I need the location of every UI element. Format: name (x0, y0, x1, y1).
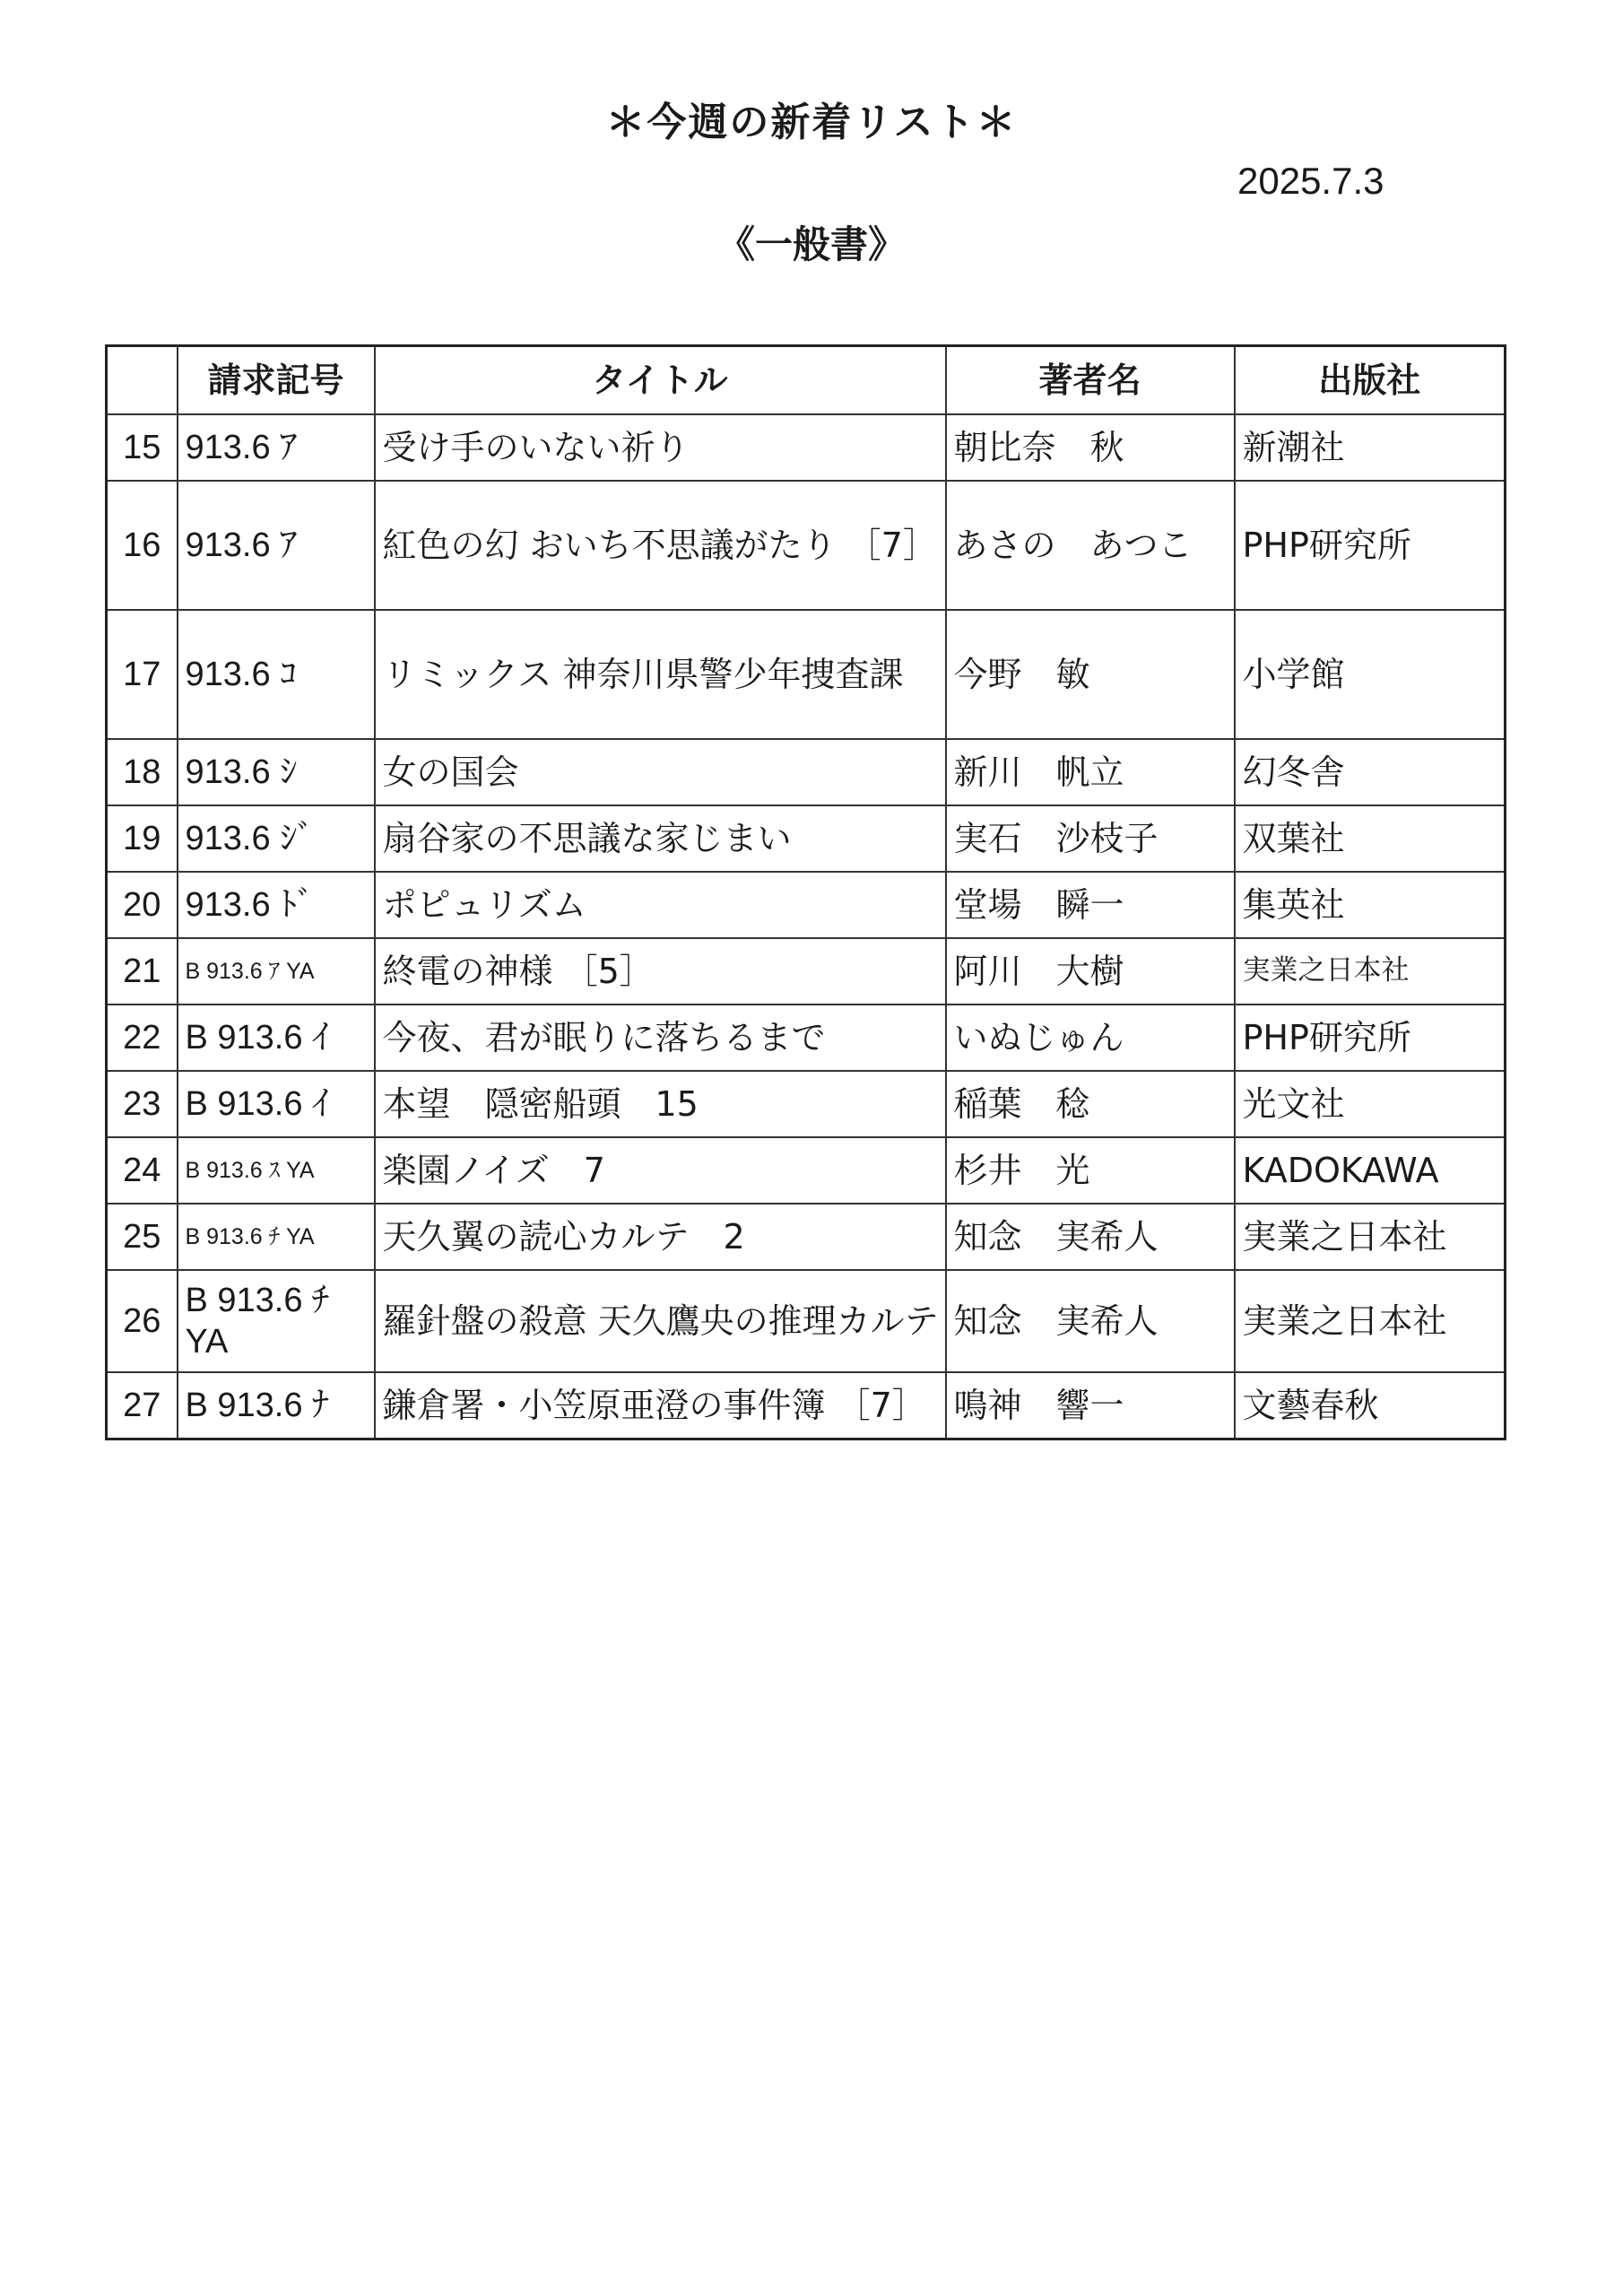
section-heading: 《一般書》 (716, 222, 906, 266)
book-publisher: 実業之日本社 (1235, 1204, 1506, 1270)
call-number: 913.6 ﾄﾞ (178, 872, 375, 938)
table-row (107, 739, 1506, 805)
table-row (107, 1204, 1506, 1270)
book-author: 杉井 光 (946, 1137, 1235, 1204)
list-date: 2025.7.3 (1237, 160, 1384, 202)
book-author: 今野 敏 (946, 610, 1235, 739)
book-publisher: 新潮社 (1235, 414, 1506, 481)
book-title: 楽園ノイズ 7 (375, 1137, 946, 1204)
column-header-publisher: 出版社 (1235, 346, 1506, 415)
table-header-row (107, 346, 1506, 415)
table-row (107, 610, 1506, 739)
row-number: 24 (107, 1137, 178, 1204)
table-row (107, 1071, 1506, 1137)
book-author: 堂場 瞬一 (946, 872, 1235, 938)
call-number: B 913.6 ﾁ YA (178, 1270, 375, 1372)
row-number: 20 (107, 872, 178, 938)
new-arrivals-table (105, 344, 1506, 1440)
table-row (107, 481, 1506, 610)
table-row (107, 1004, 1506, 1071)
book-publisher: 集英社 (1235, 872, 1506, 938)
table-row (107, 1270, 1506, 1372)
book-title: 受け手のいない祈り (375, 414, 946, 481)
row-number: 18 (107, 739, 178, 805)
book-title: 終電の神様 ［5］ (375, 938, 946, 1004)
book-title: ポピュリズム (375, 872, 946, 938)
book-publisher: 光文社 (1235, 1071, 1506, 1137)
book-publisher: PHP研究所 (1235, 1004, 1506, 1071)
row-number: 16 (107, 481, 178, 610)
book-author: 知念 実希人 (946, 1270, 1235, 1372)
table-row (107, 938, 1506, 1004)
table-row (107, 1137, 1506, 1204)
book-publisher: 小学館 (1235, 610, 1506, 739)
column-header-call-number: 請求記号 (178, 346, 375, 415)
call-number: 913.6 ｱ (178, 481, 375, 610)
table-row (107, 872, 1506, 938)
page-title: ＊今週の新着リスト＊ (605, 100, 1018, 145)
book-publisher: PHP研究所 (1235, 481, 1506, 610)
book-title: 鎌倉署・小笠原亜澄の事件簿 ［7］ (375, 1372, 946, 1439)
row-number: 19 (107, 805, 178, 872)
book-author: 知念 実希人 (946, 1204, 1235, 1270)
book-title: 今夜、君が眠りに落ちるまで (375, 1004, 946, 1071)
book-publisher: 双葉社 (1235, 805, 1506, 872)
book-author: 実石 沙枝子 (946, 805, 1235, 872)
table-row (107, 414, 1506, 481)
book-title: 紅色の幻 おいち不思議がたり ［7］ (375, 481, 946, 610)
call-number: 913.6 ｱ (178, 414, 375, 481)
book-publisher: 文藝春秋 (1235, 1372, 1506, 1439)
book-publisher: 実業之日本社 (1235, 1270, 1506, 1372)
call-number: B 913.6 ｽ YA (178, 1137, 375, 1204)
book-author: いぬじゅん (946, 1004, 1235, 1071)
book-publisher: KADOKAWA (1235, 1137, 1506, 1204)
row-number: 22 (107, 1004, 178, 1071)
book-title: 女の国会 (375, 739, 946, 805)
row-number: 23 (107, 1071, 178, 1137)
call-number: B 913.6 ﾁ YA (178, 1204, 375, 1270)
call-number: B 913.6 ﾅ (178, 1372, 375, 1439)
row-number: 21 (107, 938, 178, 1004)
row-number: 27 (107, 1372, 178, 1439)
book-author: 朝比奈 秋 (946, 414, 1235, 481)
book-author: あさの あつこ (946, 481, 1235, 610)
table-row (107, 805, 1506, 872)
column-header-author: 著者名 (946, 346, 1235, 415)
book-title: リミックス 神奈川県警少年捜査課 (375, 610, 946, 739)
call-number: 913.6 ｼ (178, 739, 375, 805)
call-number: B 913.6 ｱ YA (178, 938, 375, 1004)
call-number: B 913.6 ｲ (178, 1071, 375, 1137)
call-number: B 913.6 ｲ (178, 1004, 375, 1071)
book-author: 稲葉 稔 (946, 1071, 1235, 1137)
book-title: 天久翼の読心カルテ 2 (375, 1204, 946, 1270)
book-publisher: 実業之日本社 (1235, 938, 1506, 1004)
book-title: 本望 隠密船頭 15 (375, 1071, 946, 1137)
row-number: 26 (107, 1270, 178, 1372)
call-number: 913.6 ｺ (178, 610, 375, 739)
column-header-number (107, 346, 178, 415)
call-number: 913.6 ｼﾞ (178, 805, 375, 872)
book-publisher: 幻冬舎 (1235, 739, 1506, 805)
book-title: 羅針盤の殺意 天久鷹央の推理カルテ (375, 1270, 946, 1372)
book-title: 扇谷家の不思議な家じまい (375, 805, 946, 872)
book-author: 新川 帆立 (946, 739, 1235, 805)
table-row (107, 1372, 1506, 1439)
row-number: 25 (107, 1204, 178, 1270)
book-author: 鳴神 響一 (946, 1372, 1235, 1439)
row-number: 17 (107, 610, 178, 739)
column-header-title: タイトル (375, 346, 946, 415)
row-number: 15 (107, 414, 178, 481)
book-author: 阿川 大樹 (946, 938, 1235, 1004)
